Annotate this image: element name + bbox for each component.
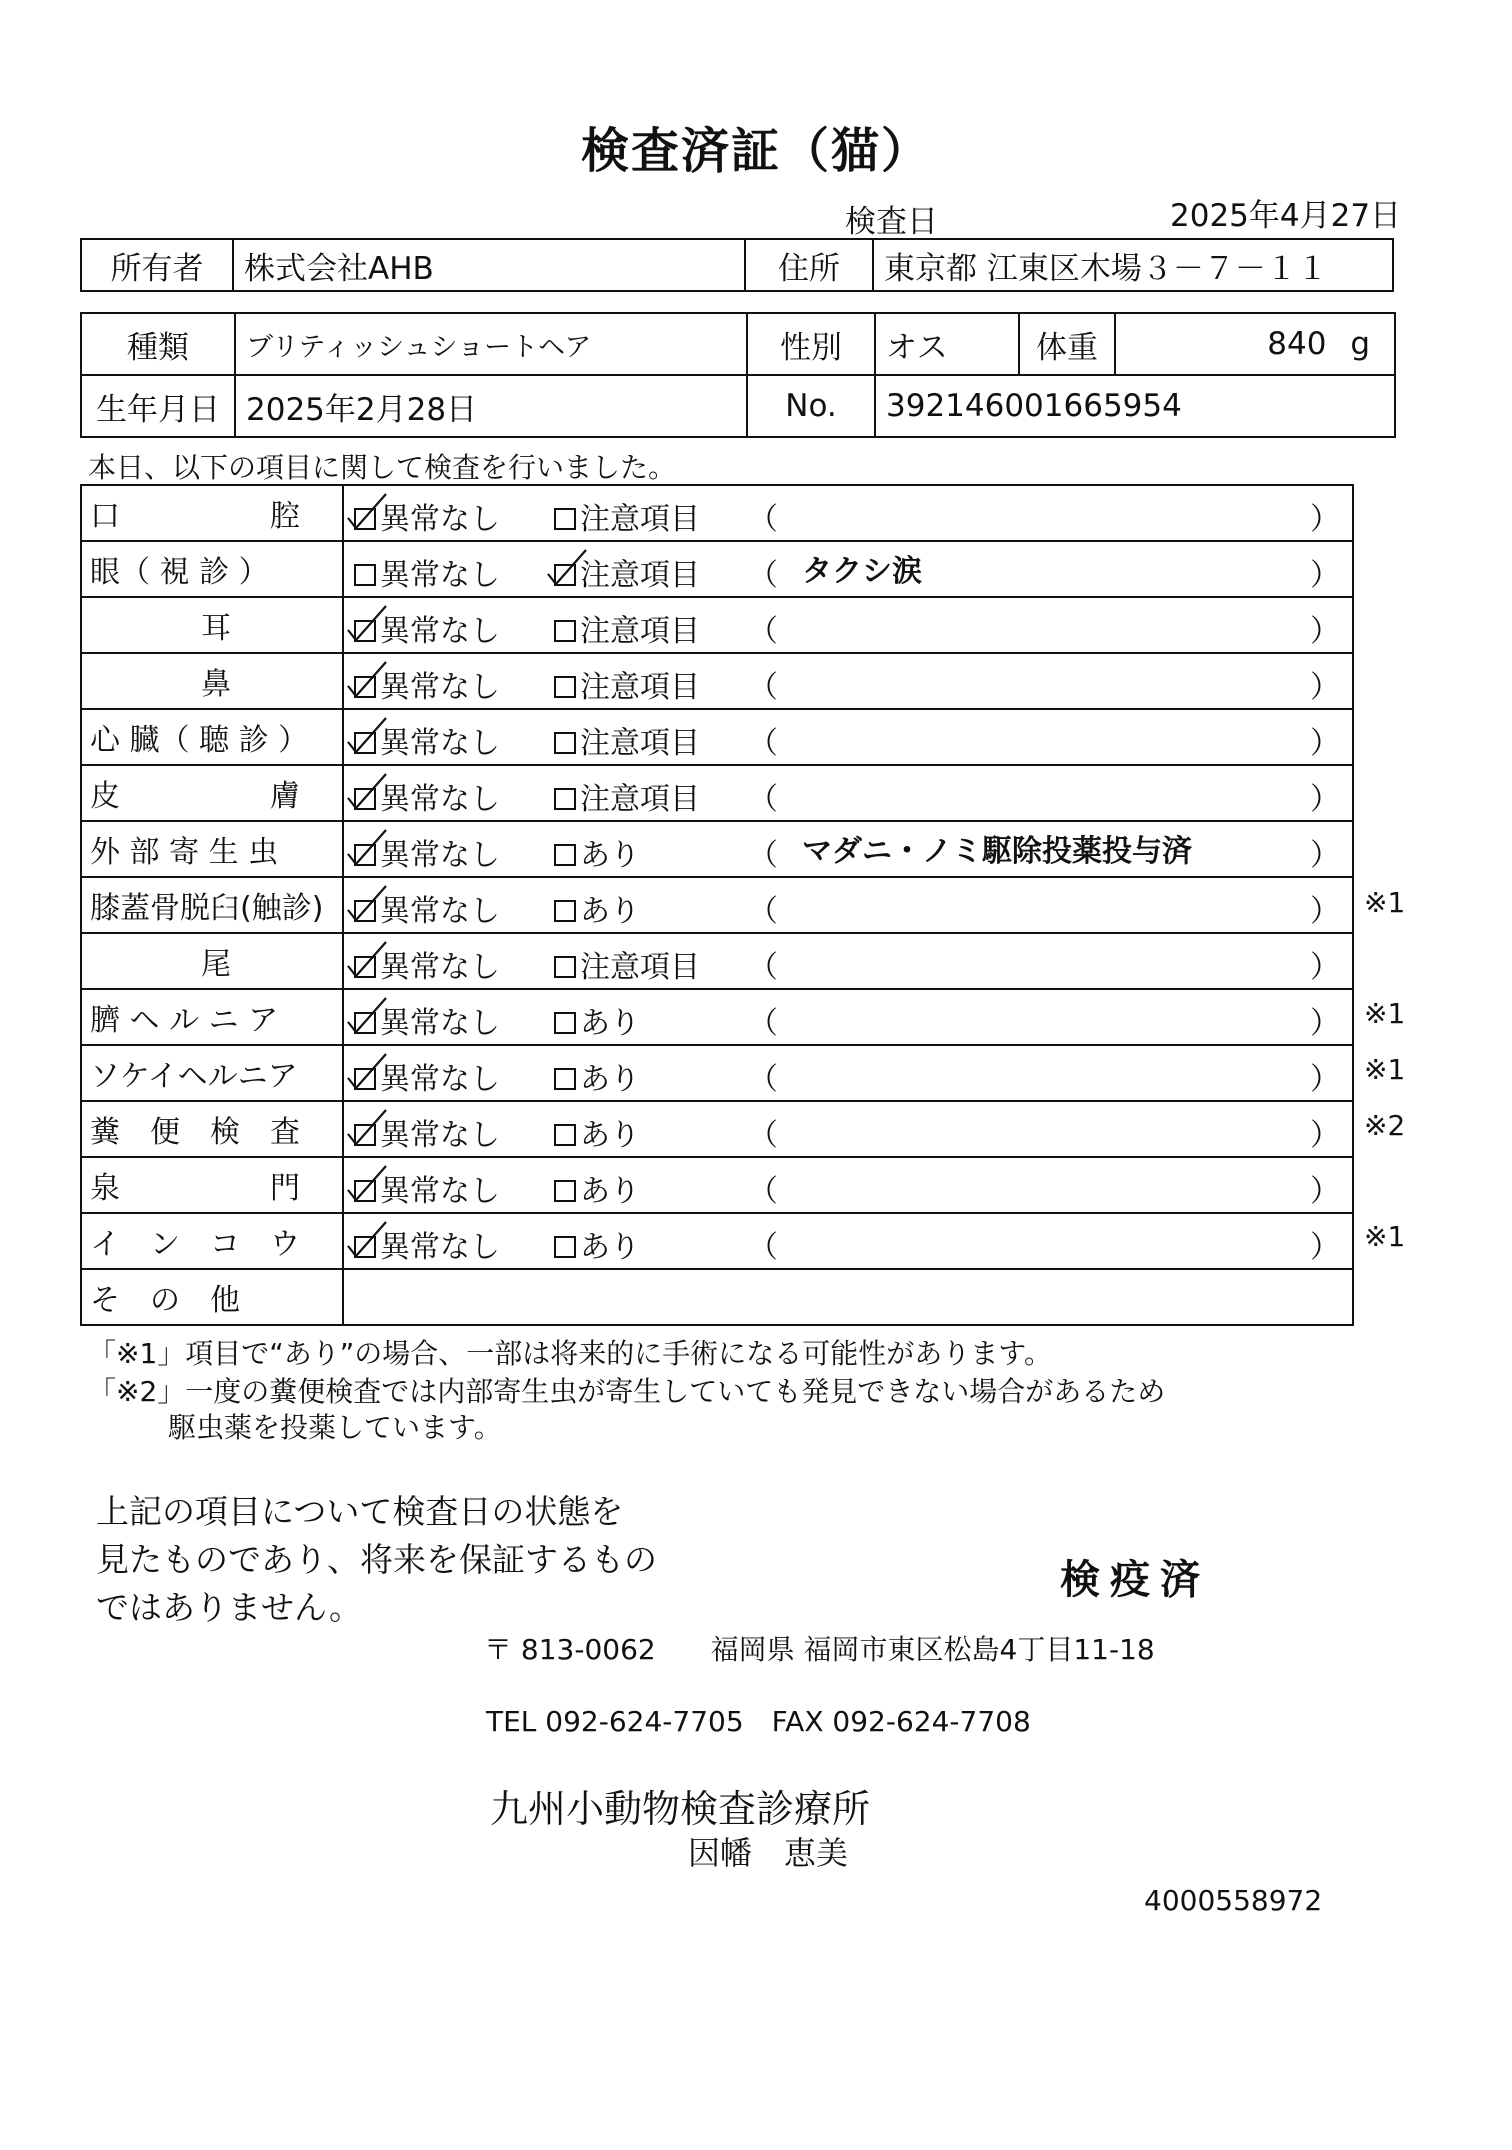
exam-options <box>343 653 1353 709</box>
checkbox-icon[interactable] <box>354 564 376 586</box>
weight-unit: g <box>1350 326 1370 362</box>
paren-close: ） <box>1310 558 1340 593</box>
exam-date-value: 2025年4月27日 <box>1170 198 1402 234</box>
checkbox-icon[interactable] <box>554 620 576 642</box>
checkbox-icon[interactable] <box>554 676 576 698</box>
exam-options <box>343 1157 1353 1213</box>
exam-item-label: 耳 <box>81 597 343 653</box>
address-label: 住所 <box>745 239 873 291</box>
option-attention-label: 注意項目 <box>580 558 700 593</box>
option-attention[interactable] <box>554 774 700 818</box>
weight-label: 体重 <box>1019 313 1115 375</box>
option-normal-label: 異常なし <box>380 726 500 761</box>
exam-row <box>81 765 1353 821</box>
paren-open: （ <box>748 1230 778 1265</box>
option-attention[interactable] <box>554 886 640 930</box>
exam-item-label: 口 腔 <box>81 485 343 541</box>
sex-label: 性別 <box>747 313 875 375</box>
option-attention-label: あり <box>580 1230 640 1265</box>
street-address: 福岡県 福岡市東区松島4丁目11-18 <box>710 1633 1155 1666</box>
exam-item-label: 膝蓋骨脱臼(触診) <box>81 877 343 933</box>
handwritten-check-icon <box>346 828 388 868</box>
paren-close: ） <box>1310 726 1340 761</box>
paren-close: ） <box>1310 1174 1340 1209</box>
option-attention-label: あり <box>580 1118 640 1153</box>
footnote-mark: ※1 <box>1364 1220 1406 1254</box>
postal-code: 〒 813-0062 <box>484 1633 656 1666</box>
sex-value: オス <box>875 313 1019 375</box>
exam-row <box>81 653 1353 709</box>
checkbox-icon[interactable] <box>554 1236 576 1258</box>
exam-table <box>80 484 1354 1326</box>
exam-row <box>81 933 1353 989</box>
exam-row <box>81 485 1353 541</box>
handwritten-check-icon <box>346 1164 388 1204</box>
exam-options <box>343 541 1353 597</box>
option-attention-label: 注意項目 <box>580 950 700 985</box>
option-attention[interactable] <box>554 606 700 650</box>
option-attention[interactable] <box>554 1054 640 1098</box>
exam-item-label: 鼻 <box>81 653 343 709</box>
exam-options <box>343 485 1353 541</box>
option-attention-label: 注意項目 <box>580 782 700 817</box>
exam-options <box>343 709 1353 765</box>
option-attention[interactable] <box>554 1110 640 1154</box>
option-normal-label: 異常なし <box>380 1062 500 1097</box>
option-attention-label: あり <box>580 894 640 929</box>
exam-options <box>343 1101 1353 1157</box>
handwritten-check-icon <box>346 1052 388 1092</box>
breed-value: ブリティッシュショートヘア <box>235 313 747 375</box>
no-value: 392146001665954 <box>875 375 1395 437</box>
clinic-name: 九州小動物検査診療所 <box>490 1787 871 1831</box>
paren-close: ） <box>1310 670 1340 705</box>
exam-item-label: ソケイヘルニア <box>81 1045 343 1101</box>
option-attention-label: 注意項目 <box>580 670 700 705</box>
remark-text: マダニ・ノミ駆除投薬投与済 <box>802 834 1192 869</box>
option-normal-label: 異常なし <box>380 950 500 985</box>
option-attention-label: あり <box>580 838 640 873</box>
exam-item-label: 糞 便 検 査 <box>81 1101 343 1157</box>
weight-value: 840 <box>1267 326 1327 362</box>
exam-row <box>81 597 1353 653</box>
paren-close: ） <box>1310 782 1340 817</box>
exam-row <box>81 877 1353 933</box>
paren-open: （ <box>748 726 778 761</box>
exam-item-label: 外 部 寄 生 虫 <box>81 821 343 877</box>
exam-row <box>81 1213 1353 1269</box>
checkbox-icon[interactable] <box>554 732 576 754</box>
owner-label: 所有者 <box>81 239 233 291</box>
clinic-address <box>484 1628 1155 1668</box>
paren-open: （ <box>748 838 778 873</box>
option-normal-label: 異常なし <box>380 782 500 817</box>
paren-close: ） <box>1310 1006 1340 1041</box>
intro-note: 本日、以下の項目に関して検査を行いました。 <box>88 451 677 484</box>
exam-row <box>81 541 1353 597</box>
option-attention[interactable] <box>554 998 640 1042</box>
paren-close: ） <box>1310 1062 1340 1097</box>
option-attention[interactable] <box>554 718 700 762</box>
option-attention-label: 注意項目 <box>580 614 700 649</box>
checkbox-icon[interactable] <box>554 956 576 978</box>
weight-cell <box>1115 313 1395 375</box>
dob-value: 2025年2月28日 <box>235 375 747 437</box>
option-attention-label: あり <box>580 1062 640 1097</box>
footnote-mark: ※1 <box>1364 997 1406 1031</box>
paren-open: （ <box>748 614 778 649</box>
checkbox-icon[interactable] <box>554 1068 576 1090</box>
handwritten-check-icon <box>546 548 588 588</box>
option-attention-label: 注意項目 <box>580 726 700 761</box>
other-label: そ の 他 <box>81 1269 343 1325</box>
paren-open: （ <box>748 670 778 705</box>
serial-number: 4000558972 <box>1144 1884 1323 1917</box>
exam-item-label: 尾 <box>81 933 343 989</box>
page-title: 検査済証（猫） <box>580 123 931 179</box>
option-attention[interactable] <box>554 1166 640 1210</box>
option-attention[interactable] <box>554 662 700 706</box>
handwritten-check-icon <box>346 660 388 700</box>
exam-options <box>343 989 1353 1045</box>
exam-row <box>81 989 1353 1045</box>
checkbox-icon[interactable] <box>554 844 576 866</box>
exam-item-label: 眼（ 視 診 ） <box>81 541 343 597</box>
exam-row <box>81 1101 1353 1157</box>
dob-label: 生年月日 <box>81 375 235 437</box>
exam-options <box>343 765 1353 821</box>
paren-open: （ <box>748 558 778 593</box>
handwritten-check-icon <box>346 492 388 532</box>
checkbox-icon[interactable] <box>554 1124 576 1146</box>
option-attention[interactable] <box>554 942 700 986</box>
option-normal-label: 異常なし <box>380 894 500 929</box>
exam-options <box>343 821 1353 877</box>
footnote-2: 「※2」一度の糞便検査では内部寄生虫が寄生していても発見できない場合があるため <box>88 1375 1166 1408</box>
option-normal-label: 異常なし <box>380 838 500 873</box>
paren-open: （ <box>748 1062 778 1097</box>
option-attention[interactable] <box>554 830 640 874</box>
option-normal-label: 異常なし <box>380 670 500 705</box>
footnote-2-continued: 駆虫薬を投薬しています。 <box>168 1411 502 1444</box>
handwritten-check-icon <box>346 772 388 812</box>
footnote-mark: ※1 <box>1364 1053 1406 1086</box>
option-attention[interactable] <box>554 494 700 538</box>
footnote-1: 「※1」項目で“あり”の場合、一部は将来的に手術になる可能性があります。 <box>88 1337 1053 1370</box>
option-attention-label: 注意項目 <box>580 502 700 537</box>
breed-label: 種類 <box>81 313 235 375</box>
paren-open: （ <box>748 782 778 817</box>
option-normal-label: 異常なし <box>380 1118 500 1153</box>
footnote-mark: ※2 <box>1364 1108 1406 1142</box>
checkbox-icon[interactable] <box>554 900 576 922</box>
other-value[interactable] <box>343 1269 1353 1325</box>
paren-close: ） <box>1310 950 1340 985</box>
option-normal-label: 異常なし <box>380 502 500 537</box>
exam-options <box>343 1213 1353 1269</box>
statement-line-2: 見たものであり、将来を保証するもの <box>96 1540 657 1579</box>
option-attention-label: あり <box>580 1174 640 1209</box>
exam-date-label: 検査日 <box>845 204 938 240</box>
exam-row <box>81 1045 1353 1101</box>
address-value: 東京都 江東区木場３－７－１１ <box>873 239 1393 291</box>
exam-item-label: 泉 門 <box>81 1157 343 1213</box>
handwritten-check-icon <box>346 1220 388 1260</box>
statement-line-3: ではありません。 <box>96 1588 362 1627</box>
checkbox-icon[interactable] <box>554 1180 576 1202</box>
paren-open: （ <box>748 502 778 537</box>
exam-item-label: イ ン コ ウ <box>81 1213 343 1269</box>
handwritten-check-icon <box>346 716 388 756</box>
animal-table <box>80 312 1396 438</box>
exam-row <box>81 1157 1353 1213</box>
paren-close: ） <box>1310 502 1340 537</box>
checkbox-icon[interactable] <box>554 788 576 810</box>
paren-open: （ <box>748 950 778 985</box>
paren-open: （ <box>748 894 778 929</box>
handwritten-check-icon <box>346 1108 388 1148</box>
owner-table <box>80 238 1394 292</box>
handwritten-check-icon <box>346 996 388 1036</box>
option-normal-label: 異常なし <box>380 1230 500 1265</box>
option-normal-label: 異常なし <box>380 1006 500 1041</box>
disclaimer-statement <box>96 1488 696 1632</box>
paren-open: （ <box>748 1174 778 1209</box>
footnote-mark: ※1 <box>1364 885 1406 919</box>
option-normal[interactable] <box>354 550 500 594</box>
exam-item-label: 臍 ヘ ル ニ ア <box>81 989 343 1045</box>
statement-line-1: 上記の項目について検査日の状態を <box>96 1492 624 1531</box>
option-attention[interactable] <box>554 1222 640 1266</box>
paren-close: ） <box>1310 838 1340 873</box>
handwritten-check-icon <box>346 884 388 924</box>
handwritten-check-icon <box>346 604 388 644</box>
checkbox-icon[interactable] <box>554 508 576 530</box>
option-normal-label: 異常なし <box>380 1174 500 1209</box>
exam-row <box>81 709 1353 765</box>
remark-text: タクシ涙 <box>802 554 922 589</box>
paren-close: ） <box>1310 614 1340 649</box>
exam-options <box>343 597 1353 653</box>
paren-close: ） <box>1310 894 1340 929</box>
clinic-phone-fax: TEL 092-624-7705 FAX 092-624-7708 <box>486 1705 1031 1738</box>
exam-options <box>343 933 1353 989</box>
exam-options <box>343 877 1353 933</box>
checkbox-icon[interactable] <box>554 1012 576 1034</box>
exam-row <box>81 821 1353 877</box>
paren-close: ） <box>1310 1230 1340 1265</box>
exam-options <box>343 1045 1353 1101</box>
exam-row-other <box>81 1269 1353 1325</box>
paren-open: （ <box>748 1006 778 1041</box>
option-normal-label: 異常なし <box>380 614 500 649</box>
option-attention-label: あり <box>580 1006 640 1041</box>
quarantine-seal: 検疫済 <box>1060 1557 1210 1603</box>
paren-open: （ <box>748 1118 778 1153</box>
option-normal-label: 異常なし <box>380 558 500 593</box>
no-label: No. <box>747 375 875 437</box>
exam-item-label: 皮 膚 <box>81 765 343 821</box>
owner-value: 株式会社AHB <box>233 239 745 291</box>
veterinarian-name: 因幡 恵美 <box>688 1834 849 1872</box>
handwritten-check-icon <box>346 940 388 980</box>
paren-close: ） <box>1310 1118 1340 1153</box>
exam-item-label: 心 臓（ 聴 診 ） <box>81 709 343 765</box>
